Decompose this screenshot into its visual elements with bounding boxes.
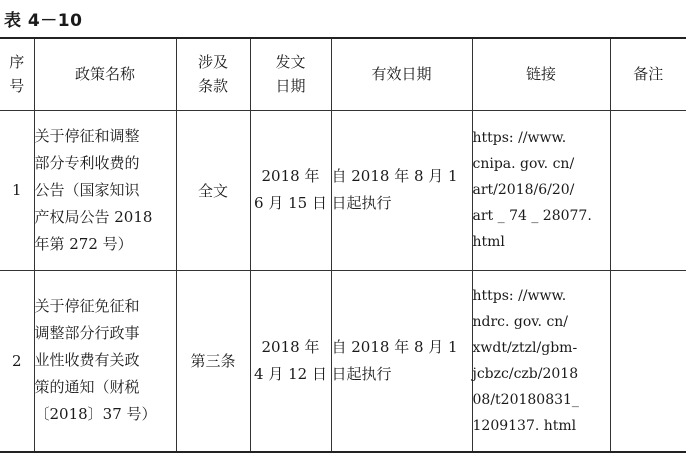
link-line[interactable]: 1209137. html — [472, 417, 577, 434]
effective-date-line: 自 2018 年 8 月 1 — [331, 337, 458, 356]
issue-date-line: 2018 年 — [261, 167, 320, 185]
table-title: 表 4－10 — [4, 11, 83, 31]
cell-no: 1 — [0, 110, 34, 270]
link-line[interactable]: art/2018/6/20/ — [472, 182, 575, 198]
policy-name-line: 策的通知（财税 — [34, 378, 140, 397]
link-line[interactable]: art _ 74 _ 28077. — [472, 208, 592, 224]
header-note-text: 备注 — [633, 65, 664, 84]
cell-link[interactable] — [472, 270, 610, 452]
header-no — [0, 38, 34, 110]
link-line[interactable]: https: //www. — [472, 287, 567, 304]
header-link-text: 链接 — [525, 65, 556, 84]
header-effective-date-text: 有效日期 — [371, 65, 432, 84]
cell-policy-name — [34, 110, 176, 270]
link-line[interactable]: html — [472, 234, 505, 250]
header-row — [0, 38, 686, 110]
cell-link[interactable] — [472, 110, 610, 270]
effective-date-line: 日起执行 — [331, 364, 392, 383]
header-clause-line: 涉及 — [197, 53, 228, 72]
header-link — [472, 38, 610, 110]
header-name-text: 政策名称 — [74, 65, 135, 84]
policy-name-line: 〔2018〕37 号） — [34, 405, 157, 424]
cell-issue-date — [250, 270, 331, 452]
cell-note — [610, 270, 686, 452]
cell-clause: 全文 — [176, 110, 250, 270]
effective-date-line: 日起执行 — [331, 194, 392, 212]
policy-name-line: 公告（国家知识 — [34, 180, 140, 199]
header-no-line: 号 — [9, 77, 25, 96]
link-line[interactable]: xwdt/ztzl/gbm- — [472, 339, 578, 356]
effective-date-line: 自 2018 年 8 月 1 — [331, 167, 458, 185]
header-clause-line: 条款 — [197, 77, 228, 96]
cell-no: 2 — [0, 270, 34, 452]
policy-table — [0, 37, 686, 453]
header-clause — [176, 38, 250, 110]
header-no-line: 序 — [9, 53, 25, 72]
policy-name-line: 关于停征和调整 — [34, 126, 140, 145]
header-issue-date — [250, 38, 331, 110]
policy-name-line: 调整部分行政事 — [34, 324, 140, 343]
issue-date-line: 6 月 15 日 — [254, 194, 327, 212]
policy-name-line: 部分专利收费的 — [34, 153, 140, 172]
header-name — [34, 38, 176, 110]
cell-effective-date — [331, 110, 472, 270]
cell-clause: 第三条 — [176, 270, 250, 452]
link-line[interactable]: 08/t20180831_ — [472, 391, 579, 408]
header-note — [610, 38, 686, 110]
header-issue-date-line: 发文 — [275, 53, 306, 72]
policy-name-line: 产权局公告 2018 — [34, 207, 153, 226]
cell-note — [610, 110, 686, 270]
link-line[interactable]: cnipa. gov. cn/ — [472, 156, 575, 172]
link-line[interactable]: jcbzc/czb/2018 — [472, 365, 579, 382]
issue-date-line: 2018 年 — [261, 337, 320, 356]
header-effective-date — [331, 38, 472, 110]
header-issue-date-line: 日期 — [275, 77, 306, 96]
table-row — [0, 110, 686, 270]
policy-name-line: 年第 272 号） — [34, 234, 133, 253]
table-row — [0, 270, 686, 452]
policy-name-line: 关于停征免征和 — [34, 297, 140, 316]
policy-name-line: 业性收费有关政 — [34, 351, 140, 370]
cell-effective-date — [331, 270, 472, 452]
cell-policy-name — [34, 270, 176, 452]
issue-date-line: 4 月 12 日 — [254, 364, 327, 383]
link-line[interactable]: ndrc. gov. cn/ — [472, 313, 569, 330]
link-line[interactable]: https: //www. — [472, 130, 567, 146]
cell-issue-date — [250, 110, 331, 270]
